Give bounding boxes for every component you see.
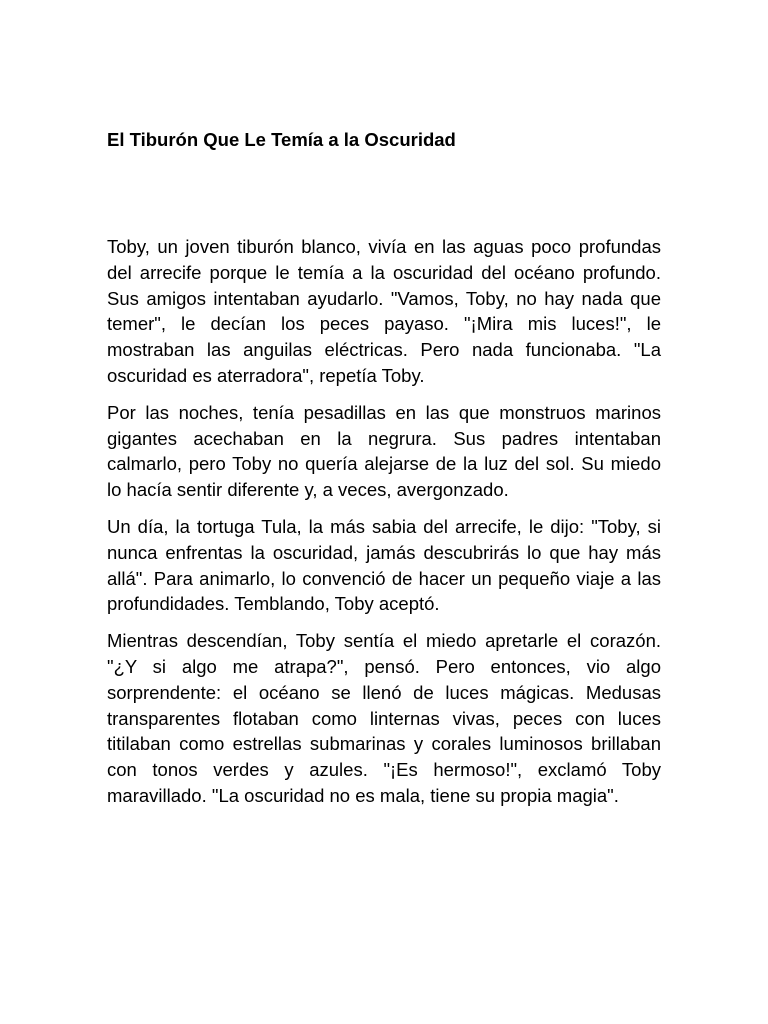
- paragraph: Toby, un joven tiburón blanco, vivía en las aguas poco profundas del arrecife porque le temía a la oscuridad del océano profundo. Sus amigos intentaban ayudarlo. "Vamos, Toby, no hay nada que temer", le decían los peces payaso. "¡Mira mis luces!", le mostraban las anguilas eléctricas. Pero nada funcionaba. "La oscuridad es aterradora", repetía Toby.: [107, 236, 661, 386]
- paragraph: Mientras descendían, Toby sentía el miedo apretarle el corazón. "¿Y si algo me atrapa?", pensó. Pero entonces, vio algo sorprendente: el océano se llenó de luces mágicas. Medusas transparentes flotaban como linternas vivas, peces con luces titilaban como estrellas submarinas y corales luminosos brillaban con tonos verdes y azules. "¡Es hermoso!", exclamó Toby maravillado. "La oscuridad no es mala, tiene su propia magia".: [107, 630, 661, 806]
- paragraph: Un día, la tortuga Tula, la más sabia del arrecife, le dijo: "Toby, si nunca enfrentas la oscuridad, jamás descubrirás lo que hay más allá". Para animarlo, lo convenció de hacer un pequeño viaje a las profundidades. Temblando, Toby aceptó.: [107, 515, 661, 615]
- paragraph: Por las noches, tenía pesadillas en las que monstruos marinos gigantes acechaban en la negrura. Sus padres intentaban calmarlo, pero Toby no quería alejarse de la luz del sol. Su miedo lo hacía sentir diferente y, a veces, avergonzado.: [107, 401, 661, 501]
- document-title: El Tiburón Que Le Temía a la Oscuridad: [107, 129, 456, 150]
- document-body: [107, 234, 661, 820]
